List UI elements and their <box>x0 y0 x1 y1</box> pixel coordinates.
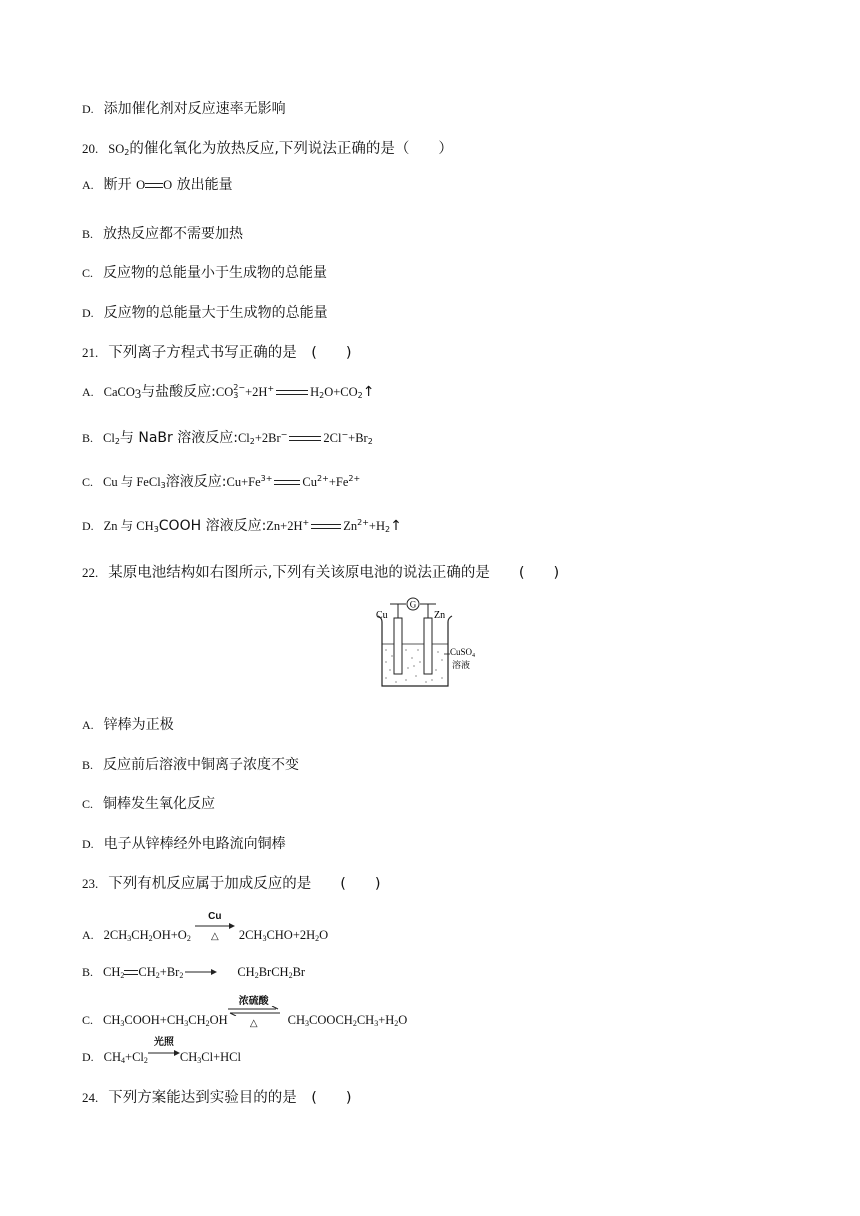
subscript: 2 <box>114 437 120 446</box>
reactants: $CH_2+Br_2$ <box>138 965 184 980</box>
q23-option-b <box>82 963 305 985</box>
formula: Cu <box>302 475 318 489</box>
formula: O <box>136 178 146 192</box>
q20-option-a <box>82 176 233 194</box>
formula: CO <box>215 385 234 399</box>
subscript: 3 <box>160 481 166 490</box>
question-text: 某原电池结构如右图所示,下列有关该原电池的说法正确的是 ( ) <box>108 565 560 581</box>
option-label: A. <box>82 178 94 192</box>
reactants: $CH_4+Cl_2$ <box>103 1050 148 1065</box>
question-number: 23. <box>82 876 99 891</box>
formula: 2Cl <box>323 431 342 445</box>
products: $CH_3COOCH_2CH_3+H_2O$ <box>287 1013 408 1028</box>
reaction-arrow <box>185 967 217 977</box>
q19-option-d <box>82 100 286 118</box>
solution-label: 溶液 <box>452 660 471 670</box>
option-label: A. <box>82 718 94 732</box>
cuso4-label: CuSO$_4$ <box>450 647 476 659</box>
formula: +Br <box>348 431 368 445</box>
option-text: 反应物的总能量大于生成物的总能量 <box>103 305 328 321</box>
formula: Cu+Fe <box>226 475 261 489</box>
question-22 <box>82 564 559 582</box>
subscript: 3 <box>153 525 159 534</box>
option-label: C. <box>82 797 94 811</box>
copper-electrode <box>394 618 402 674</box>
question-21 <box>82 344 352 362</box>
option-text: 溶液反应: <box>165 474 227 490</box>
question-text: 下列有机反应属于加成反应的是 ( ) <box>108 876 381 892</box>
option-label: D. <box>82 306 94 320</box>
option-text: 反应物的总能量小于生成物的总能量 <box>103 265 328 281</box>
zinc-electrode <box>424 618 432 674</box>
question-20 <box>82 140 453 162</box>
superscript: − <box>280 430 288 439</box>
formula: Cl <box>237 431 250 445</box>
subscript: 2 <box>367 437 373 446</box>
zn-label: Zn <box>434 610 446 621</box>
products: $CH_2BrCH_2Br$ <box>237 965 306 980</box>
q22-option-a <box>82 716 174 734</box>
reactants: $2CH_3CH_2OH+O_2$ <box>103 928 191 943</box>
q21-option-a <box>82 380 375 405</box>
q20-option-d <box>82 304 328 322</box>
equals-sign <box>276 390 308 395</box>
formula: Zn 与 CH <box>103 519 154 533</box>
cu-label: Cu <box>376 610 388 621</box>
q23-option-d <box>82 1037 241 1070</box>
question-text: 下列离子方程式书写正确的是 ( ) <box>108 345 352 361</box>
superscript: 2+ <box>348 474 361 483</box>
reactants: $CH_2$ <box>103 965 125 980</box>
subscript: 2 <box>249 437 255 446</box>
question-24 <box>82 1089 352 1107</box>
option-label: D. <box>82 519 94 533</box>
subscript: 3 <box>233 391 239 400</box>
question-number: 24. <box>82 1090 99 1105</box>
option-text: 电子从锌棒经外电路流向铜棒 <box>103 836 286 852</box>
reactants: $CH_3COOH+CH_3CH_2OH$ <box>103 1013 228 1028</box>
formula: +2H <box>245 385 268 399</box>
reaction-arrow <box>148 1037 180 1062</box>
gas-arrow: ↑ <box>390 518 402 534</box>
question-text: 的催化氧化为放热反应,下列说法正确的是（ ） <box>129 141 453 157</box>
option-label: B. <box>82 431 94 445</box>
beaker <box>378 616 452 686</box>
arrow-condition-top: Cu <box>208 911 222 922</box>
reaction-arrow <box>195 912 235 942</box>
option-label: A. <box>82 928 94 942</box>
q22-option-d <box>82 835 286 853</box>
superscript: 3+ <box>260 474 273 483</box>
subscript: 2 <box>319 391 325 400</box>
superscript: 2+ <box>317 474 329 483</box>
q22-option-b <box>82 756 299 774</box>
formula: O <box>163 178 173 192</box>
arrow-condition-bottom: △ <box>210 931 219 942</box>
products: $2CH_3CHO+2H_2O$ <box>238 928 329 943</box>
gas-arrow: ↑ <box>362 384 375 400</box>
option-label: D. <box>82 102 94 116</box>
double-bond <box>145 183 163 188</box>
q21-option-d <box>82 514 402 539</box>
formula: Cl <box>103 431 115 445</box>
option-text: 与盐酸反应: <box>141 384 216 400</box>
superscript: 2− <box>233 383 246 392</box>
galvanic-cell-figure <box>370 592 490 692</box>
formula: +2Br <box>254 431 281 445</box>
q21-option-c <box>82 470 360 495</box>
subscript: 2 <box>357 391 363 400</box>
arrow-condition-bottom: △ <box>249 1018 258 1029</box>
formula: O+CO <box>324 385 358 399</box>
formula: +H <box>368 519 385 533</box>
equals-sign <box>289 436 321 441</box>
products: $CH_3Cl+HCl$ <box>179 1050 241 1065</box>
option-label: C. <box>82 266 94 280</box>
question-text: 下列方案能达到实验目的的是 ( ) <box>108 1090 352 1106</box>
option-label: D. <box>82 837 94 851</box>
ion-charge <box>233 384 245 400</box>
q21-option-b <box>82 426 373 451</box>
formula: Zn+2H <box>266 519 303 533</box>
q22-option-c <box>82 795 215 813</box>
question-number: 20. <box>82 141 99 156</box>
superscript: − <box>341 430 349 439</box>
option-text: COOH 溶液反应: <box>158 518 267 534</box>
formula: +Fe <box>328 475 349 489</box>
formula: Cu 与 FeCl <box>103 475 161 489</box>
option-text: 锌棒为正极 <box>103 717 174 733</box>
option-text: 铜棒发生氧化反应 <box>103 796 216 812</box>
q23-option-a <box>82 911 329 950</box>
q23-option-c <box>82 996 408 1035</box>
question-number: 22. <box>82 565 99 580</box>
option-label: C. <box>82 1013 94 1027</box>
q20-option-b <box>82 225 243 243</box>
option-text: 放出能量 <box>172 177 233 193</box>
option-label: B. <box>82 965 94 979</box>
question-23 <box>82 875 381 893</box>
option-text: 与 NaBr 溶液反应: <box>119 430 238 446</box>
option-label: D. <box>82 1050 94 1064</box>
formula: SO <box>108 142 125 156</box>
subscript: 2 <box>384 525 391 534</box>
double-bond <box>124 970 138 975</box>
option-label: A. <box>82 385 94 399</box>
equals-sign <box>274 480 300 485</box>
option-label: B. <box>82 227 94 241</box>
arrow-condition-top: 浓硫酸 <box>238 996 269 1007</box>
superscript: 2+ <box>357 518 369 527</box>
equals-sign <box>311 524 341 529</box>
arrow-condition-top: 光照 <box>153 1037 174 1048</box>
galvanometer-label: G <box>409 599 417 610</box>
formula: H <box>310 385 320 399</box>
formula: CaCO <box>103 385 135 399</box>
option-text: 添加催化剂对反应速率无影响 <box>103 101 286 117</box>
option-text: 反应前后溶液中铜离子浓度不变 <box>103 757 300 773</box>
q20-option-c <box>82 264 327 282</box>
option-label: C. <box>82 475 94 489</box>
superscript: + <box>302 518 310 527</box>
subscript: 3 <box>134 387 142 401</box>
reversible-arrow <box>228 997 280 1027</box>
option-text: 放热反应都不需要加热 <box>103 226 244 242</box>
question-number: 21. <box>82 345 99 360</box>
superscript: + <box>267 384 275 393</box>
subscript: 2 <box>124 148 130 157</box>
option-label: B. <box>82 758 94 772</box>
option-text: 断开 <box>103 177 137 193</box>
galvanic-cell-diagram <box>370 592 490 692</box>
formula: Zn <box>343 519 358 533</box>
